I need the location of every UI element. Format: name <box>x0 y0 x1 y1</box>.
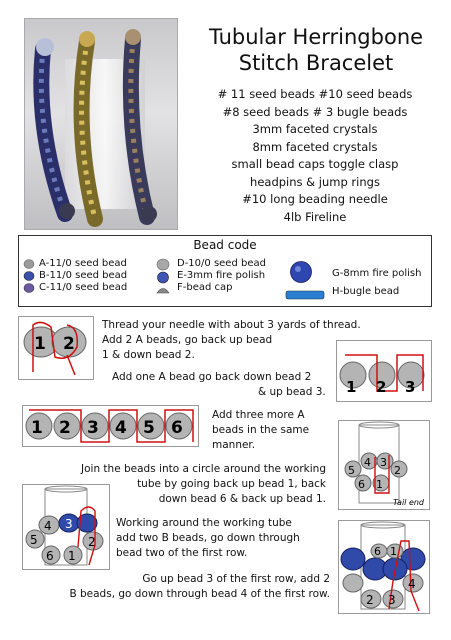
figure-4-diagram <box>339 421 429 509</box>
step-line: manner. <box>212 439 256 451</box>
page-title <box>196 24 436 76</box>
step-line: 1 & down bead 2. <box>102 349 195 361</box>
legend-e: E-3mm fire polish <box>177 270 266 281</box>
fig5-label-6: 6 <box>46 549 54 563</box>
step-line: bead two of the first row. <box>116 547 248 559</box>
figure-step-2 <box>336 340 432 402</box>
fig4-label-6: 6 <box>358 478 365 491</box>
bead-b-icon <box>23 270 35 282</box>
bead-e-icon <box>156 271 170 284</box>
legend-c: C-11/0 seed bead <box>39 282 128 293</box>
legend-d: D-10/0 seed bead <box>177 258 266 269</box>
bead-g-icon <box>289 260 313 284</box>
fig5-label-5: 5 <box>30 533 38 547</box>
fig5-label-3: 3 <box>65 517 73 531</box>
figure-step-1 <box>18 316 94 380</box>
step-line: Go up bead 3 of the first row, add 2 <box>142 573 330 585</box>
step-line: add two B beads, go down through <box>116 532 300 544</box>
step-line: Add one A bead go back down bead 2 <box>112 371 312 383</box>
fig6-label-4: 4 <box>408 577 416 591</box>
legend-f: F-bead cap <box>177 282 233 293</box>
materials-list <box>185 86 445 226</box>
bugle-bead-icon <box>285 290 325 300</box>
material-item: 4lb Fireline <box>283 209 347 224</box>
fig6-label-2: 2 <box>366 593 374 607</box>
step-2-text <box>112 370 326 400</box>
step-line: Working around the working tube <box>116 517 292 529</box>
step-line: Add 2 A beads, go back up bead <box>102 334 273 346</box>
fig6-label-1: 1 <box>390 545 397 558</box>
figure-step-6 <box>338 520 430 614</box>
fig3-label-5: 5 <box>143 418 155 438</box>
legend-g: G-8mm fire polish <box>332 268 422 279</box>
step-line: beads in the same <box>212 424 310 436</box>
bead-code-title: Bead code <box>193 238 257 252</box>
material-item: #10 long beading needle <box>242 192 388 206</box>
material-item: small bead caps toggle clasp <box>231 157 399 171</box>
fig4-label-1: 1 <box>376 478 383 491</box>
fig2-label-2: 2 <box>376 378 387 396</box>
figure-2-diagram <box>337 341 431 401</box>
fig2-label-3: 3 <box>405 378 416 396</box>
figure-step-4 <box>338 420 430 510</box>
step-line: Join the beads into a circle around the working <box>81 463 326 475</box>
step-line: down bead 6 & back up bead 1. <box>158 493 326 505</box>
fig3-label-4: 4 <box>115 418 127 438</box>
material-item: # 11 seed beads #10 seed beads <box>217 87 413 101</box>
step-6-text <box>36 572 330 602</box>
legend-b: B-11/0 seed bead <box>39 270 128 281</box>
figure-1-diagram <box>19 317 93 379</box>
fig5-label-2: 2 <box>88 535 96 549</box>
fig3-label-3: 3 <box>87 418 99 438</box>
figure-6-diagram <box>339 521 429 613</box>
step-line: Add three more A <box>212 409 305 421</box>
step-5-text <box>116 516 300 561</box>
step-line: B beads, go down through bead 4 of the first row. <box>69 588 330 600</box>
bead-code-box <box>18 235 432 307</box>
fig4-label-5: 5 <box>348 464 355 477</box>
figure-step-3 <box>22 405 199 447</box>
fig5-label-1: 1 <box>68 549 76 563</box>
fig4-tail-note: Tail end <box>393 498 425 507</box>
title-line-2: Stitch Bracelet <box>238 51 394 75</box>
material-item: headpins & jump rings <box>250 174 380 189</box>
fig2-label-1: 1 <box>346 378 357 396</box>
fig1-label-2: 2 <box>63 334 75 354</box>
step-1-text <box>102 318 361 363</box>
fig3-label-6: 6 <box>171 418 183 438</box>
legend-a: A-11/0 seed bead <box>39 258 127 269</box>
title-line-1: Tubular Herringbone <box>208 25 424 49</box>
material-item: 3mm faceted crystals <box>252 122 378 136</box>
step-3-text <box>212 408 309 453</box>
bracelet-photo <box>24 18 178 230</box>
fig5-label-4: 4 <box>44 519 52 533</box>
fig6-label-3: 3 <box>388 593 396 607</box>
figure-step-5 <box>22 484 110 570</box>
fig3-label-1: 1 <box>31 418 43 438</box>
step-line: & up bead 3. <box>258 386 326 398</box>
fig6-label-6: 6 <box>374 545 381 558</box>
material-item: #8 seed beads # 3 bugle beads <box>222 104 408 119</box>
bead-c-icon <box>23 282 35 294</box>
legend-h: H-bugle bead <box>332 286 400 297</box>
step-line: tube by going back up bead 1, back <box>137 478 326 490</box>
step-line: Thread your needle with about 3 yards of thread. <box>102 319 361 331</box>
figure-5-diagram <box>23 485 109 569</box>
bead-a-icon <box>23 258 35 270</box>
fig4-label-3: 3 <box>380 456 387 469</box>
figure-3-diagram <box>23 406 198 446</box>
bracelet-illustration <box>25 19 177 229</box>
material-item: 8mm faceted crystals <box>252 139 378 154</box>
fig4-label-4: 4 <box>364 456 371 469</box>
fig4-label-2: 2 <box>394 464 401 477</box>
fig1-label-1: 1 <box>34 334 46 354</box>
bead-cap-icon <box>156 284 170 294</box>
bead-d-icon <box>156 258 170 271</box>
fig3-label-2: 2 <box>59 418 71 438</box>
